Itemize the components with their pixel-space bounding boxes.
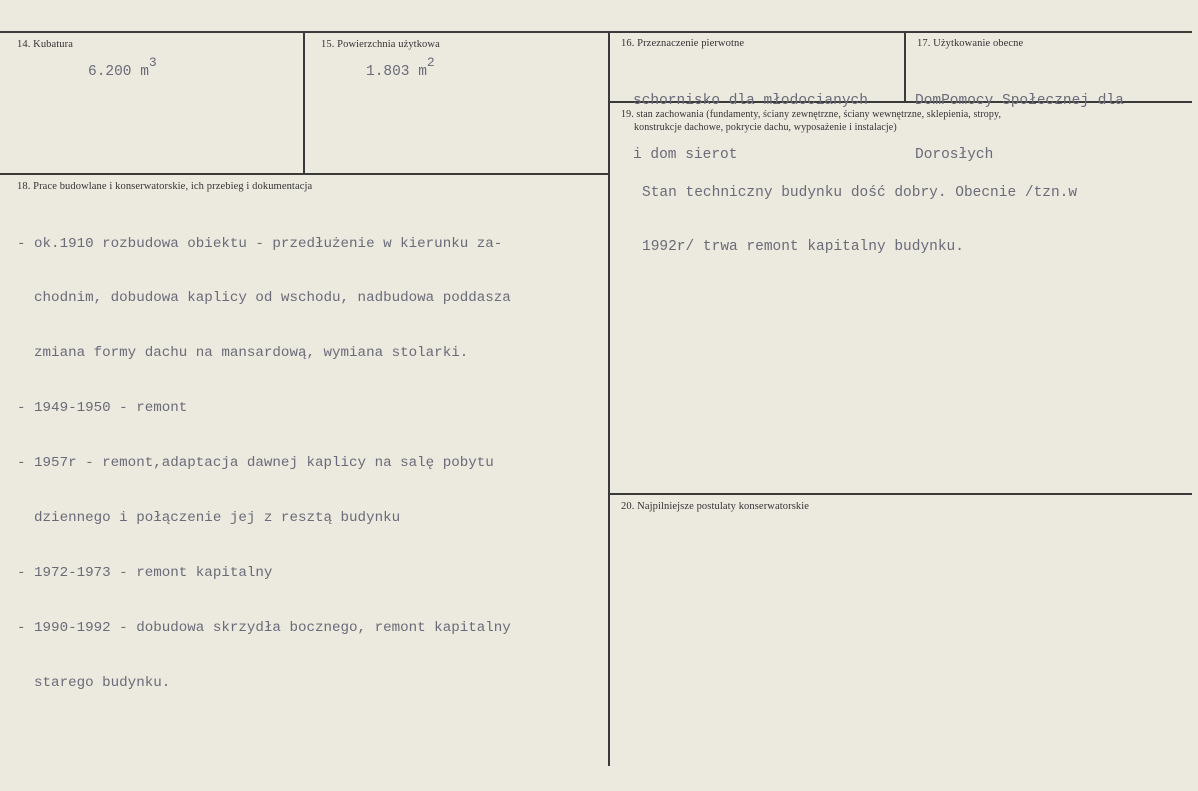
field-18-line: - 1949-1950 - remont [17,400,188,417]
field-20-label: 20. Najpilniejsze postulaty konserwatorskie [621,501,810,512]
field-14-unit-exponent: 3 [148,55,157,70]
field-16-line: schornisko dla młodocianych [633,92,868,109]
field-14-value [88,55,157,81]
field-18-line: zmiana formy dachu na mansardową, wymiana stolarki. [17,345,469,362]
field-16-line: i dom sierot [633,147,738,164]
field-17-line: Dorosłych [915,147,994,164]
field-19-line: Stan techniczny budynku dość dobry. Obecnie /tzn.w [642,184,1078,201]
top-border-line [0,31,1192,33]
field-18-line: starego budynku. [17,674,171,691]
field-17-label: 17. Użytkowanie obecne [917,38,1024,49]
field-14-label: 14. Kubatura [17,39,74,50]
field-19-line: 1992r/ trwa remont kapitalny budynku. [642,239,964,256]
divider-left-right [608,31,610,766]
field-19-label-line1: 19. stan zachowania (fundamenty, ściany zewnętrzne, ściany wewnętrzne, sklepienia, stropy, [621,109,1002,120]
row1-bottom-line-left [0,173,610,175]
field-15-label: 15. Powierzchnia użytkowa [321,39,440,50]
divider-16-17 [904,31,906,102]
field-18-label: 18. Prace budowlane i konserwatorskie, ich przebieg i dokumentacja [17,181,313,192]
field-15-unit-exponent: 2 [426,55,435,70]
field-19-label-line2: konstrukcje dachowe, pokrycie dachu, wyposażenie i instalacje) [634,122,897,133]
field-18-value [17,198,511,729]
field-14-number: 6.200 m [88,64,149,80]
field-15-value [366,55,435,81]
field-18-line: - 1972-1973 - remont kapitalny [17,564,273,581]
field-18-line: - 1990-1992 - dobudowa skrzydła bocznego, remont kapitalny [17,619,511,636]
field-18-line: dziennego i połączenie jej z resztą budynku [17,510,401,527]
field-18-line: chodnim, dobudowa kaplicy od wschodu, nadbudowa poddasza [17,290,511,307]
field19-bottom-line [610,493,1192,495]
field-18-line: - 1957r - remont,adaptacja dawnej kaplicy na salę pobytu [17,455,494,472]
field-16-label: 16. Przeznaczenie pierwotne [621,38,745,49]
field-17-line: DomPomocy Społecznej dla [915,92,1124,109]
field-18-line: - ok.1910 rozbudowa obiektu - przedłużenie w kierunku za- [17,235,503,252]
field-19-value [642,147,1077,293]
divider-14-15 [303,31,305,174]
field-15-number: 1.803 m [366,64,427,80]
